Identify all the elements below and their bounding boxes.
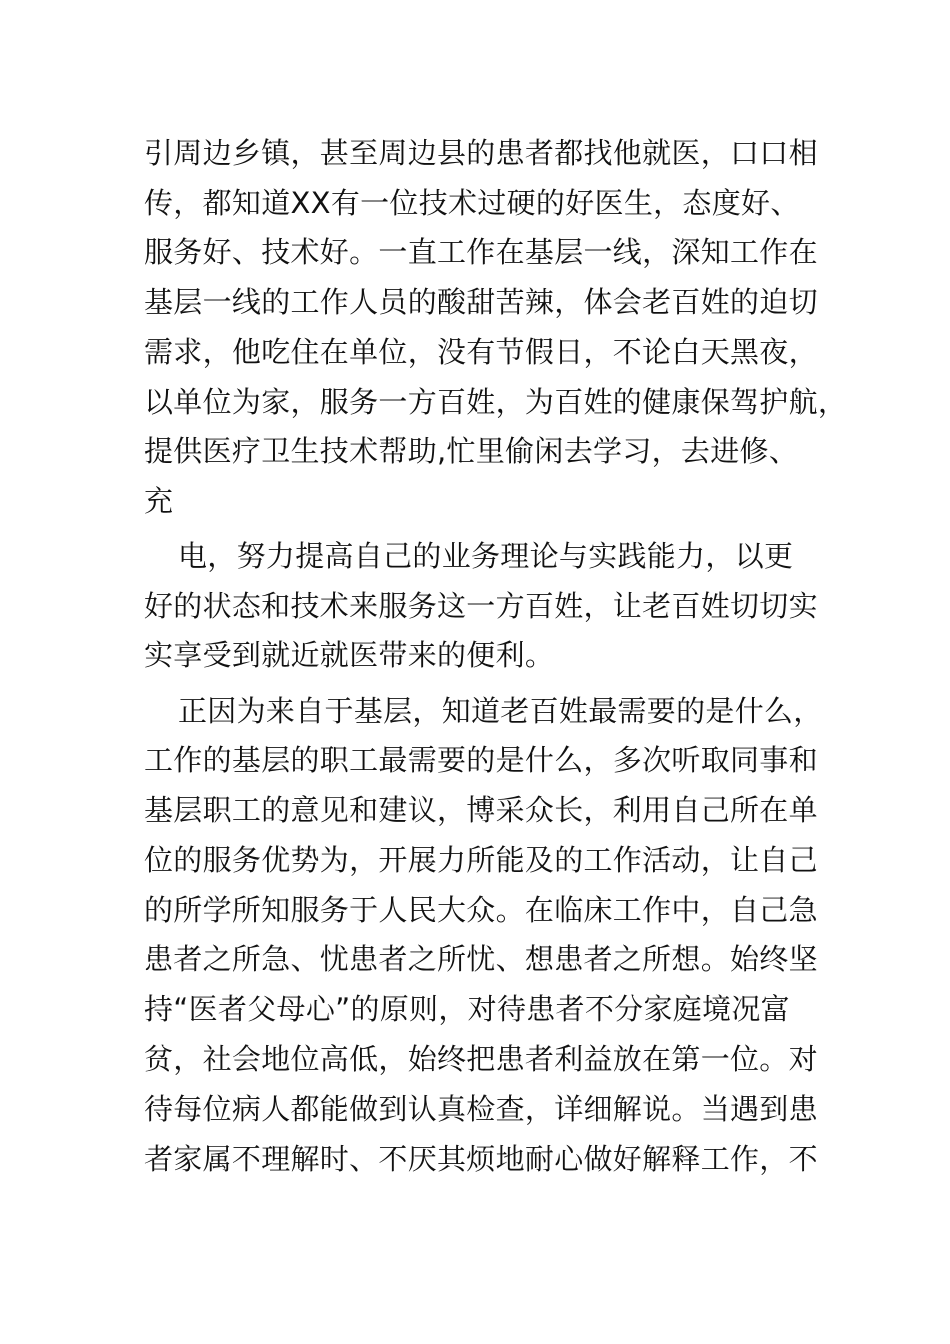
text-line: 需求，他吃住在单位，没有节假日，不论白天黑夜， — [144, 335, 818, 369]
text-line: 服务好、技术好。一直工作在基层一线，深知工作在 — [144, 235, 818, 269]
text-line: 待每位病人都能做到认真检查，详细解说。当遇到患 — [144, 1092, 818, 1126]
text-line: 电，努力提高自己的业务理论与实践能力，以更 — [178, 539, 794, 573]
text-line: 正因为来自于基层，知道老百姓最需要的是什么， — [178, 694, 823, 728]
text-line: 的所学所知服务于人民大众。在临床工作中，自己急 — [144, 893, 818, 927]
text-line: 者家属不理解时、不厌其烦地耐心做好解释工作，不 — [144, 1142, 818, 1176]
text-line: 基层职工的意见和建议，博采众长，利用自己所在单 — [144, 793, 818, 827]
text-line: 患者之所急、忧患者之所忧、想患者之所想。始终坚 — [144, 942, 818, 976]
text-line: 实享受到就近就医带来的便利。 — [144, 638, 555, 672]
text-line: 基层一线的工作人员的酸甜苦辣，体会老百姓的迫切 — [144, 285, 818, 319]
text-line: 好的状态和技术来服务这一方百姓，让老百姓切切实 — [144, 589, 818, 623]
text-line: 以单位为家，服务一方百姓，为百姓的健康保驾护航， — [144, 385, 848, 419]
text-line: 工作的基层的职工最需要的是什么，多次听取同事和 — [144, 743, 818, 777]
text-line: 贫，社会地位高低，始终把患者利益放在第一位。对 — [144, 1042, 818, 1076]
text-line: 位的服务优势为，开展力所能及的工作活动，让自己 — [144, 843, 818, 877]
text-line: 提供医疗卫生技术帮助,忙里偷闲去学习，去进修、 — [144, 434, 799, 468]
text-line: 引周边乡镇，甚至周边县的患者都找他就医，口口相 — [144, 136, 818, 170]
text-line: 传，都知道XX有一位技术过硬的好医生，态度好、 — [144, 186, 800, 220]
text-line: 充 — [144, 484, 174, 518]
text-line: 持“医者父母心”的原则，对待患者不分家庭境况富 — [144, 992, 790, 1026]
